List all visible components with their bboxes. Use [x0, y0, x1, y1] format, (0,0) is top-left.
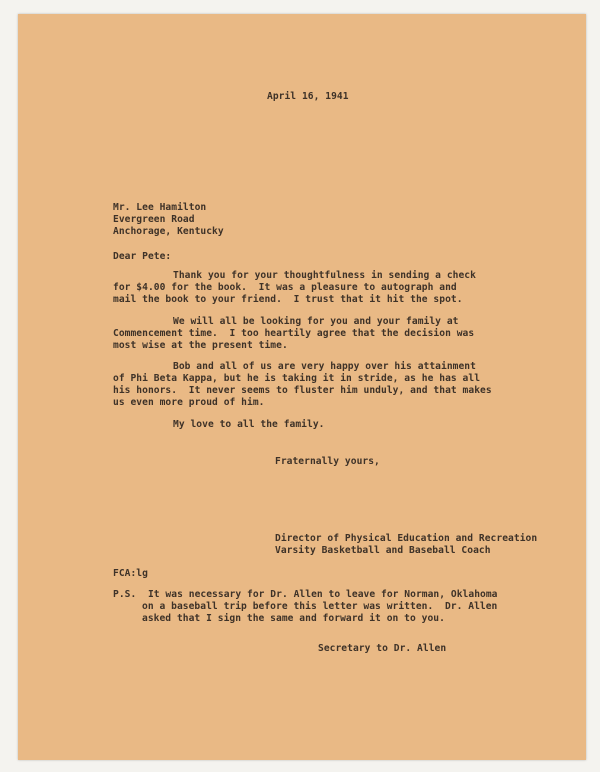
paragraph-3-line-2: of Phi Beta Kappa, but he is taking it in stride, as he has all: [113, 373, 481, 384]
closing: Fraternally yours,: [275, 456, 380, 467]
postscript-line-1: P.S. It was necessary for Dr. Allen to leave for Norman, Oklahoma: [113, 589, 498, 600]
typist-initials: FCA:lg: [113, 568, 148, 579]
recipient-city: Anchorage, Kentucky: [113, 226, 224, 237]
postscript-line-2: on a baseball trip before this letter was written. Dr. Allen: [142, 601, 498, 612]
paragraph-3-line-1: Bob and all of us are very happy over his attainment: [173, 361, 476, 372]
paragraph-3-line-4: us even more proud of him.: [113, 397, 265, 408]
paragraph-2-line-3: most wise at the present time.: [113, 340, 288, 351]
secretary-line: Secretary to Dr. Allen: [318, 643, 447, 654]
paragraph-4-line-1: My love to all the family.: [173, 419, 325, 430]
recipient-street: Evergreen Road: [113, 214, 195, 225]
salutation: Dear Pete:: [113, 251, 172, 262]
paragraph-2-line-2: Commencement time. I too heartily agree that the decision was: [113, 328, 475, 339]
paragraph-1-line-2: for $4.00 for the book. It was a pleasure to autograph and: [113, 282, 457, 293]
signature-title-2: Varsity Basketball and Baseball Coach: [275, 545, 491, 556]
recipient-name: Mr. Lee Hamilton: [113, 202, 207, 213]
paragraph-2-line-1: We will all be looking for you and your family at: [173, 316, 459, 327]
paragraph-1-line-3: mail the book to your friend. I trust that it hit the spot.: [113, 294, 463, 305]
postscript-line-3: asked that I sign the same and forward it on to you.: [142, 613, 445, 624]
paragraph-1-line-1: Thank you for your thoughtfulness in sending a check: [173, 270, 476, 281]
letter-date: April 16, 1941: [267, 91, 349, 102]
paragraph-3-line-3: his honors. It never seems to fluster him unduly, and that makes: [113, 385, 492, 396]
signature-title-1: Director of Physical Education and Recreation: [275, 533, 538, 544]
